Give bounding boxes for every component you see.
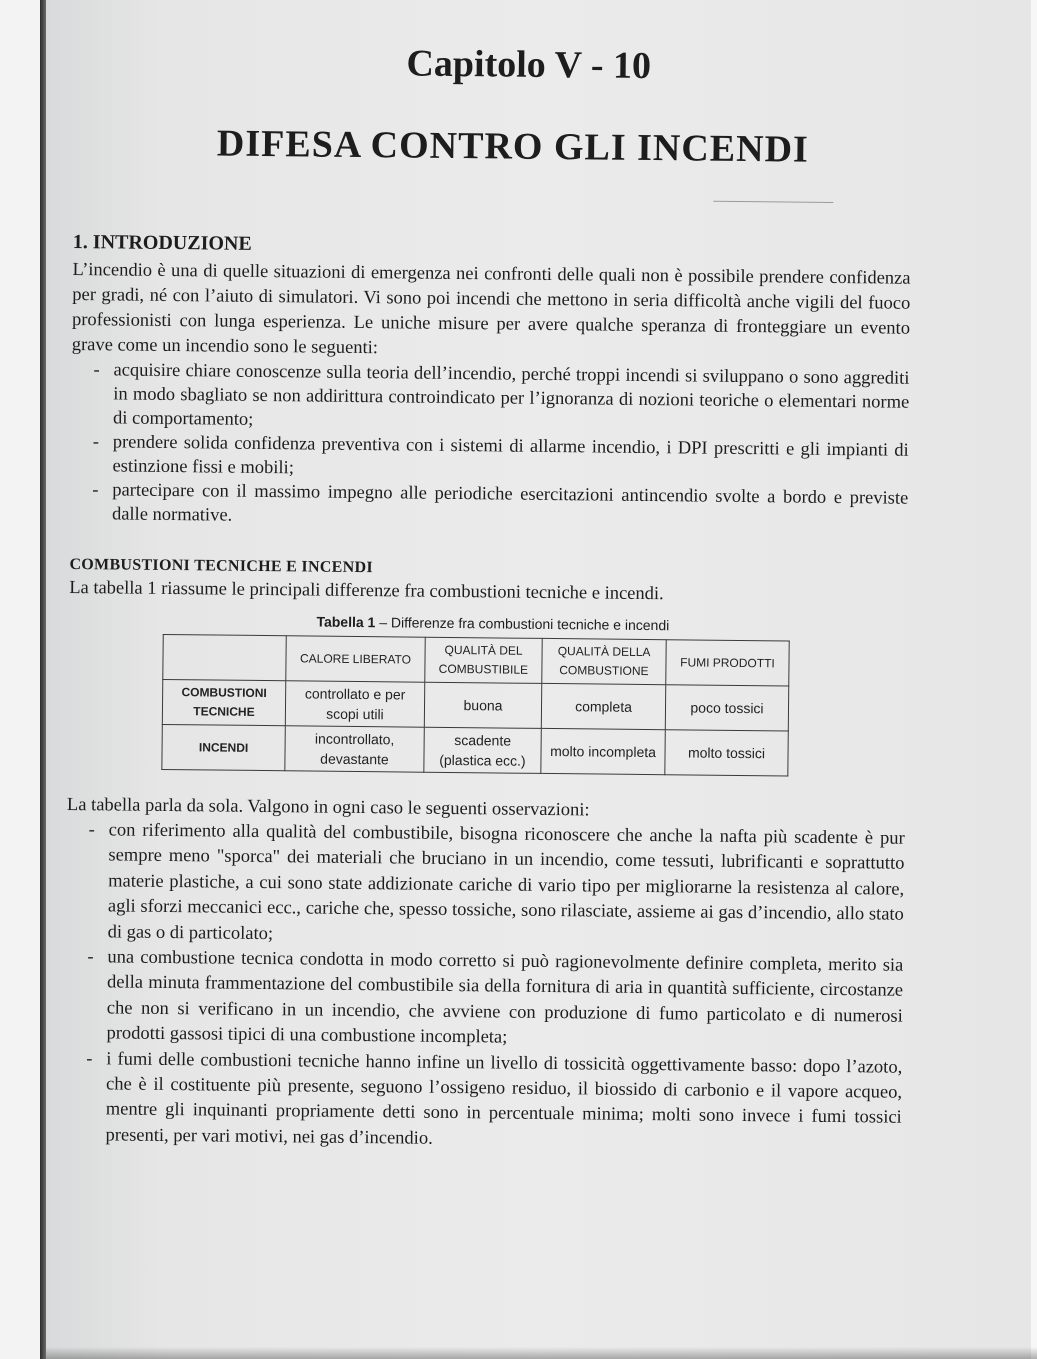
left-margin xyxy=(0,0,40,1359)
table-cell: molto tossici xyxy=(665,730,788,776)
list-item: - una combustione tecnica condotta in modo corretto si può ragionevolmente definire completa, merito sia della minuta frammentazione del combustibile sia della fornitura di aria in quantità sufficiente, circostanze che non si verificano in un incendio, che avviene con produzione di fumo particolato e di numerosi prodotti gassosi tipici di una combustione incompleta; xyxy=(86,945,903,1055)
list-item: - partecipare con il massimo impegno alle periodiche esercitazioni antincendio svolte a bordo e previste dalle normative. xyxy=(92,478,908,535)
list-item: - prendere solida confidenza preventiva con i sistemi di allarme incendio, i DPI prescritti e gli impianti di estinzione fissi e mobili; xyxy=(92,430,908,487)
table-cell: incontrollato, devastante xyxy=(285,726,424,772)
table-cell: molto incompleta xyxy=(541,728,665,774)
table-row-header: INCENDI xyxy=(162,724,285,770)
table-header-cell: CALORE LIBERATO xyxy=(286,636,425,682)
table-cell: scadente (plastica ecc.) xyxy=(424,727,541,773)
intro-bullet-list xyxy=(70,358,910,535)
table-cell: buona xyxy=(424,682,541,728)
table-cell: controllato e per scopi utili xyxy=(285,681,424,727)
observations-bullet-list xyxy=(63,818,904,1157)
after-table-paragraph: La tabella parla da sola. Valgono in ogni caso le seguenti osservazioni: xyxy=(66,794,590,821)
page-content xyxy=(63,38,913,1157)
table-header-cell: FUMI PRODOTTI xyxy=(666,640,789,686)
title-rule xyxy=(713,201,833,203)
page-title: DIFESA CONTRO GLI INCENDI xyxy=(216,122,810,171)
table-cell: poco tossici xyxy=(665,685,788,731)
comparison-table xyxy=(161,634,789,777)
table-intro-paragraph: La tabella 1 riassume le principali differenze fra combustioni tecniche e incendi. xyxy=(69,577,664,605)
list-item: - acquisire chiare conoscenze sulla teoria dell’incendio, perché troppi incendi si sviluppano o sono aggrediti in modo sbagliato se non addirittura controindicato per l’ignoranza di nozioni teoriche o elementari norme di comportamento; xyxy=(93,358,910,439)
list-item: - con riferimento alla qualità del combustibile, bisogna riconoscere che anche la nafta più scadente è pur sempre meno "sporca" dei materiali che bruciano in un incendio, come tessuti, lubrificanti e soprattutto materie plastiche, a cui sono state addizionate cariche di vario tipo per migliorarne la resistenza al calore, agli sforzi meccanici ecc., cariche che, spesso tossiche, sono rilasciate, assieme ai gas d’incendio, allo stato di gas o di particolato; xyxy=(88,818,905,954)
list-item: - i fumi delle combustioni tecniche hanno infine un livello di tossicità oggettivamente basso: dopo l’azoto, che è il costituente più presente, seguono l’ossigeno residuo, il biossido di carbonio e il vapore acqueo, mentre gli inquinanti propriamente detti sono in percentuale minima; molti sono invece i fumi tossici presenti, per vari motivi, nei gas d’incendio. xyxy=(85,1047,902,1157)
table-header-row xyxy=(163,634,789,686)
table-row-header: COMBUSTIONI TECNICHE xyxy=(162,679,285,725)
table-header-cell: QUALITÀ DELLA COMBUSTIONE xyxy=(542,638,666,684)
table-caption-text: – Differenze fra combustioni tecniche e incendi xyxy=(375,614,670,634)
table-cell: completa xyxy=(541,683,665,729)
section-heading-introduzione: 1. INTRODUZIONE xyxy=(72,230,252,255)
table-caption xyxy=(69,611,907,636)
table-header-cell xyxy=(163,634,286,680)
table-header-cell: QUALITÀ DEL COMBUSTIBILE xyxy=(425,637,542,683)
right-margin xyxy=(1031,0,1037,1359)
intro-paragraph: L’incendio è una di quelle situazioni di emergenza nei confronti delle quali non è possibile prendere confidenza per gradi, né con l’aiuto di simulatori. Vi sono poi incendi che mettono in seria difficoltà anche vigili del fuoco professionisti con lunga esperienza. Le uniche misure per avere qualche speranza di fronteggiare un evento grave come un incendio sono le seguenti: xyxy=(71,259,911,359)
section-heading-combustioni: COMBUSTIONI TECNICHE E INCENDI xyxy=(69,555,373,577)
chapter-label: Capitolo V - 10 xyxy=(406,42,652,88)
table-caption-label: Tabella 1 xyxy=(316,613,376,631)
table-row xyxy=(162,679,788,731)
bottom-shadow xyxy=(46,1347,1037,1359)
table-row xyxy=(162,724,788,776)
